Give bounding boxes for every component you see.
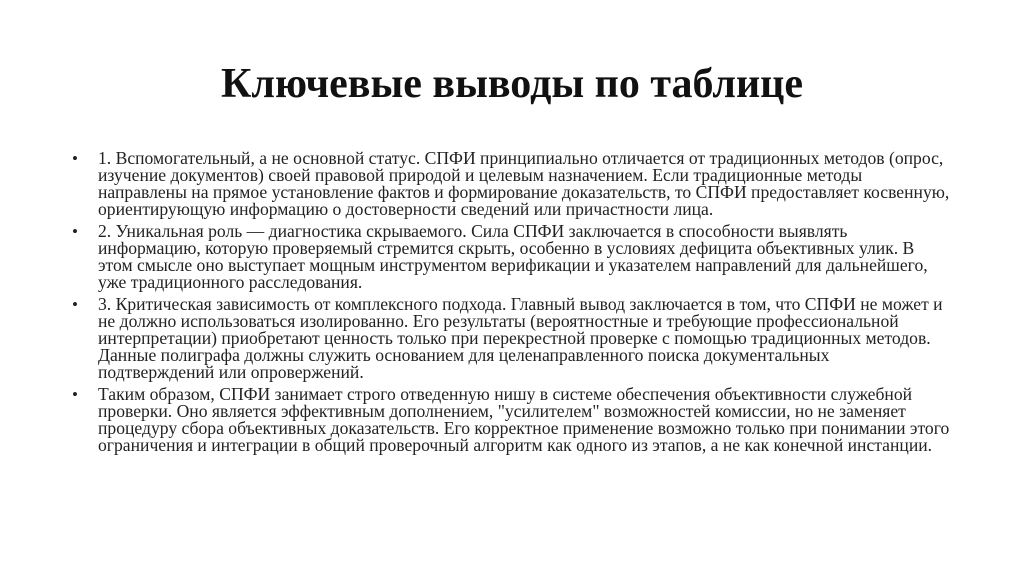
bullet-marker-icon: •: [72, 149, 78, 168]
bullet-item-3: [70, 296, 950, 381]
bullet-item-4: [70, 386, 950, 454]
bullet-text: 1. Вспомогательный, а не основной статус. СПФИ принципиально отличается от традиционных методов (опрос, изучение документов) своей правовой природой и целевым назначением. Если традиционные методы направлены на прямое установление фактов и формирование доказательств, то СПФИ предоставляет косвенную, ориентирующую информацию о достоверности сведений или причастности лица.: [98, 148, 950, 219]
bullet-item-2: [70, 223, 950, 291]
bullet-marker-icon: •: [72, 295, 78, 314]
bullet-text: Таким образом, СПФИ занимает строго отведенную нишу в системе обеспечения объективности служебной проверки. Оно является эффективным дополнением, "усилителем" возможностей комиссии, но не заменяет процедуру сбора объективных доказательств. Его корректное применение возможно только при понимании этого ограничения и интеграции в общий проверочный алгоритм как одного из этапов, а не как конечной инстанции.: [98, 384, 950, 455]
bullet-text: 3. Критическая зависимость от комплексного подхода. Главный вывод заключается в том, что СПФИ не может и не должно использоваться изолированно. Его результаты (вероятностные и требующие профессиональной интерпретации) приобретают ценность только при перекрестной проверке с помощью традиционных методов. Данные полиграфа должны служить основанием для целенаправленного поиска документальных подтверждений или опровержений.: [98, 294, 943, 382]
slide-title: Ключевые выводы по таблице: [220, 61, 804, 107]
bullet-marker-icon: •: [72, 385, 78, 404]
bullet-item-1: [70, 150, 950, 218]
bullet-list: [70, 150, 950, 459]
bullet-marker-icon: •: [72, 222, 78, 241]
bullet-text: 2. Уникальная роль — диагностика скрываемого. Сила СПФИ заключается в способности выявлять информацию, которую проверяемый стремится скрыть, особенно в условиях дефицита объективных улик. В этом смысле оно выступает мощным инструментом верификации и указателем направлений для дальнейшего, уже традиционного расследования.: [98, 221, 928, 292]
